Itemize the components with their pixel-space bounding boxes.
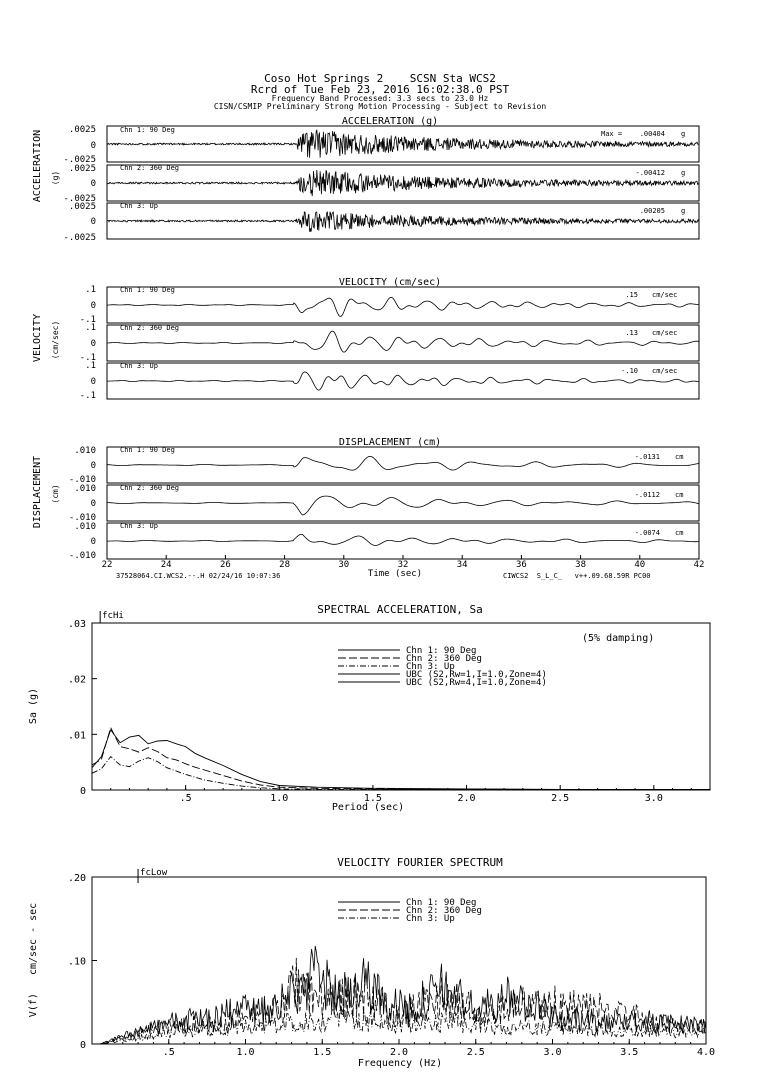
displacement-ch2-label: Chn 2: 360 Deg bbox=[120, 484, 180, 492]
sa-fchi-label: fcHi bbox=[102, 611, 124, 621]
sa-xtick-label: 2.5 bbox=[551, 793, 570, 804]
displacement-title: DISPLACEMENT (cm) bbox=[338, 437, 442, 448]
acceleration-ch3-peak: .00205 bbox=[639, 207, 665, 215]
fs-fclow-label: fcLow bbox=[140, 868, 168, 878]
fs-ylabel: V(f) cm/sec - sec bbox=[28, 902, 39, 1018]
acceleration-title: ACCELERATION (g) bbox=[341, 116, 439, 127]
acceleration-ch2-peak: -.00412 bbox=[635, 169, 665, 177]
fs-xtick-label: 1.5 bbox=[313, 1047, 332, 1058]
fourier-spectrum-chart bbox=[28, 856, 715, 1069]
sa-xtick-label: 2.0 bbox=[457, 793, 476, 804]
velocity-ch3-tick-top: .1 bbox=[85, 361, 96, 371]
velocity-ch1-tick-bottom: -.1 bbox=[79, 315, 96, 325]
footer-station-code: CIWCS2 S_L_C_ v++.09.68.59R PC00 bbox=[503, 572, 651, 580]
velocity-ch3-trace bbox=[107, 372, 699, 390]
sa-xtick-label: 1.0 bbox=[270, 793, 289, 804]
velocity-ch2-tick-bottom: -.1 bbox=[79, 353, 96, 363]
time-tick-label: 38 bbox=[575, 560, 587, 570]
acceleration-ch1-label: Chn 1: 90 Deg bbox=[120, 126, 175, 134]
acceleration-ch2-tick-zero: 0 bbox=[90, 179, 96, 189]
displacement-ch1-label: Chn 1: 90 Deg bbox=[120, 446, 175, 454]
acceleration-ch1-unit: g bbox=[681, 130, 686, 138]
acceleration-ch2-trace bbox=[107, 170, 699, 196]
acceleration-axis-label: ACCELERATION bbox=[32, 129, 43, 203]
fs-ytick-label: .20 bbox=[67, 873, 86, 884]
fs-series bbox=[92, 946, 706, 1044]
fs-ytick-label: 0 bbox=[79, 1040, 86, 1051]
velocity-axis-unit: (cm/sec) bbox=[51, 320, 60, 360]
displacement-ch3-tick-zero: 0 bbox=[90, 537, 96, 547]
header-frequency-band: Frequency Band Processed: 3.3 secs to 23.0 Hz bbox=[271, 94, 489, 103]
sa-legend-label: Chn 2: 360 Deg bbox=[406, 654, 482, 664]
header-station-title: Coso Hot Springs 2 SCSN Sta WCS2 bbox=[264, 72, 496, 85]
fs-series-line bbox=[92, 946, 706, 1044]
velocity-ch1-label: Chn 1: 90 Deg bbox=[120, 286, 175, 294]
velocity-ch3-peak: -.10 bbox=[621, 367, 638, 375]
acceleration-ch3-unit: g bbox=[681, 207, 686, 215]
fs-legend-label: Chn 2: 360 Deg bbox=[406, 906, 482, 916]
acceleration-ch1-tick-zero: 0 bbox=[90, 141, 96, 151]
displacement-ch2-peak: -.0112 bbox=[634, 491, 660, 499]
displacement-ch3-tick-top: .010 bbox=[74, 522, 96, 532]
displacement-ch2-tick-top: .010 bbox=[74, 484, 96, 494]
time-tick-label: 34 bbox=[456, 560, 468, 570]
velocity-ch2-tick-top: .1 bbox=[85, 323, 96, 333]
acceleration-ch2-tick-top: .0025 bbox=[68, 164, 96, 174]
velocity-ch2-tick-zero: 0 bbox=[90, 339, 96, 349]
sa-ytick-label: .02 bbox=[67, 674, 86, 686]
acceleration-ch2-unit: g bbox=[681, 169, 686, 177]
fs-ytick-label: .10 bbox=[67, 956, 86, 968]
velocity-ch3-tick-zero: 0 bbox=[90, 377, 96, 387]
velocity-ch3-label: Chn 3: Up bbox=[120, 362, 158, 370]
acceleration-ch2-label: Chn 2: 360 Deg bbox=[120, 164, 180, 172]
footer-record-id: 37528064.CI.WCS2.--.H 02/24/16 10:07:36 bbox=[116, 572, 281, 580]
acceleration-panel bbox=[32, 116, 699, 243]
displacement-ch1-unit: cm bbox=[675, 453, 684, 461]
displacement-ch2-unit: cm bbox=[675, 491, 684, 499]
time-tick-label: 40 bbox=[634, 560, 646, 570]
fs-xtick-label: 3.0 bbox=[543, 1047, 562, 1058]
time-tick-label: 32 bbox=[397, 560, 409, 570]
displacement-ch1-peak: -.0131 bbox=[634, 453, 660, 461]
sa-legend-label: Chn 1: 90 Deg bbox=[406, 646, 477, 656]
velocity-ch1-peak: .15 bbox=[625, 291, 638, 299]
displacement-ch1-tick-bottom: -.010 bbox=[68, 475, 96, 485]
fs-legend bbox=[338, 898, 482, 924]
displacement-ch1-tick-zero: 0 bbox=[90, 461, 96, 471]
velocity-panel bbox=[32, 277, 699, 401]
velocity-ch2-trace bbox=[107, 331, 699, 352]
displacement-ch3-tick-bottom: -.010 bbox=[68, 551, 96, 561]
fs-xtick-label: 2.0 bbox=[389, 1047, 409, 1058]
time-tick-label: 22 bbox=[101, 560, 113, 570]
time-tick-label: 30 bbox=[338, 560, 350, 570]
fs-xtick-label: 3.5 bbox=[620, 1047, 639, 1058]
velocity-ch1-trace bbox=[107, 297, 699, 316]
sa-xtick-label: 1.5 bbox=[363, 793, 382, 804]
time-tick-label: 42 bbox=[693, 560, 705, 570]
header-processing-note: CISN/CSMIP Preliminary Strong Motion Processing - Subject to Revision bbox=[213, 102, 547, 111]
displacement-ch3-peak: -.0074 bbox=[634, 529, 660, 537]
sa-axis-ticks bbox=[68, 619, 691, 804]
fs-xtick-label: .5 bbox=[162, 1047, 175, 1058]
displacement-ch3-trace bbox=[107, 534, 699, 545]
velocity-title: VELOCITY (cm/sec) bbox=[338, 277, 442, 288]
displacement-ch3-label: Chn 3: Up bbox=[120, 522, 158, 530]
displacement-panel bbox=[32, 437, 704, 580]
fs-title: VELOCITY FOURIER SPECTRUM bbox=[337, 856, 503, 869]
velocity-ch1-tick-zero: 0 bbox=[90, 301, 96, 311]
time-tick-label: 28 bbox=[279, 560, 291, 570]
time-tick-label: 36 bbox=[515, 560, 527, 570]
fs-xtick-label: 4.0 bbox=[696, 1047, 716, 1058]
sa-legend-label: UBC (S2,Rw=1,I=1.0,Zone=4) bbox=[406, 670, 547, 680]
acceleration-ch3-label: Chn 3: Up bbox=[120, 202, 158, 210]
time-tick-label: 26 bbox=[219, 560, 231, 570]
acceleration-ch2-tick-bottom: -.0025 bbox=[63, 194, 96, 204]
sa-legend bbox=[338, 646, 547, 688]
acceleration-ch3-tick-top: .0025 bbox=[68, 202, 96, 212]
sa-plot-frame bbox=[92, 623, 710, 790]
acceleration-max-label: Max = bbox=[601, 130, 623, 138]
fs-xlabel: Frequency (Hz) bbox=[357, 1058, 443, 1069]
sa-series-line bbox=[92, 730, 710, 790]
displacement-ch2-tick-zero: 0 bbox=[90, 499, 96, 509]
velocity-ch1-tick-top: .1 bbox=[85, 285, 96, 295]
fs-legend-label: Chn 1: 90 Deg bbox=[406, 898, 477, 908]
velocity-ch2-label: Chn 2: 360 Deg bbox=[120, 324, 180, 332]
velocity-ch2-peak: .13 bbox=[625, 329, 638, 337]
sa-ylabel: Sa (g) bbox=[28, 687, 39, 725]
acceleration-ch3-trace bbox=[107, 212, 699, 232]
displacement-ch1-trace bbox=[107, 456, 699, 470]
acceleration-ch1-tick-bottom: -.0025 bbox=[63, 155, 96, 165]
spectral-acceleration-chart bbox=[28, 603, 710, 813]
acceleration-ch1-peak: .00404 bbox=[639, 130, 665, 138]
sa-fchi-marker bbox=[100, 611, 124, 623]
velocity-ch1-unit: cm/sec bbox=[652, 291, 678, 299]
fs-xtick-label: 1.0 bbox=[236, 1047, 255, 1058]
sa-ytick-label: .01 bbox=[67, 730, 86, 742]
sa-ytick-label: .03 bbox=[67, 619, 86, 630]
sa-ytick-label: 0 bbox=[79, 786, 86, 797]
sa-series-line bbox=[92, 728, 710, 790]
velocity-ch3-unit: cm/sec bbox=[652, 367, 678, 375]
sa-series-line bbox=[92, 757, 710, 790]
sa-xlabel: Period (sec) bbox=[331, 802, 405, 813]
time-axis-ticks bbox=[102, 555, 705, 570]
acceleration-ch3-tick-zero: 0 bbox=[90, 217, 96, 227]
displacement-axis-label: DISPLACEMENT bbox=[32, 455, 43, 529]
sa-legend-label: Chn 3: Up bbox=[406, 662, 455, 672]
acceleration-ch3-tick-bottom: -.0025 bbox=[63, 233, 96, 243]
velocity-axis-label: VELOCITY bbox=[32, 313, 43, 363]
displacement-ch1-tick-top: .010 bbox=[74, 446, 96, 456]
acceleration-axis-unit: (g) bbox=[51, 170, 60, 186]
sa-xtick-label: 3.0 bbox=[644, 793, 663, 804]
sa-damping-note: (5% damping) bbox=[582, 633, 655, 644]
displacement-ch2-tick-bottom: -.010 bbox=[68, 513, 96, 523]
fs-fclow-marker bbox=[138, 868, 168, 883]
fs-legend-label: Chn 3: Up bbox=[406, 914, 455, 924]
header-record-time: Rcrd of Tue Feb 23, 2016 16:02:38.0 PST bbox=[250, 83, 510, 96]
sa-xtick-label: .5 bbox=[179, 793, 192, 804]
sa-title: SPECTRAL ACCELERATION, Sa bbox=[317, 603, 483, 616]
velocity-ch2-unit: cm/sec bbox=[652, 329, 678, 337]
sa-series bbox=[92, 728, 710, 790]
sa-legend-label: UBC (S2,Rw=4,I=1.0,Zone=4) bbox=[406, 678, 547, 688]
time-axis-label: Time (sec) bbox=[367, 569, 423, 579]
acceleration-ch1-tick-top: .0025 bbox=[68, 125, 96, 135]
displacement-ch3-unit: cm bbox=[675, 529, 684, 537]
displacement-ch2-trace bbox=[107, 496, 699, 515]
fs-xtick-label: 2.5 bbox=[466, 1047, 485, 1058]
time-tick-label: 24 bbox=[160, 560, 172, 570]
velocity-ch3-tick-bottom: -.1 bbox=[79, 391, 96, 401]
displacement-axis-unit: (cm) bbox=[51, 484, 60, 504]
